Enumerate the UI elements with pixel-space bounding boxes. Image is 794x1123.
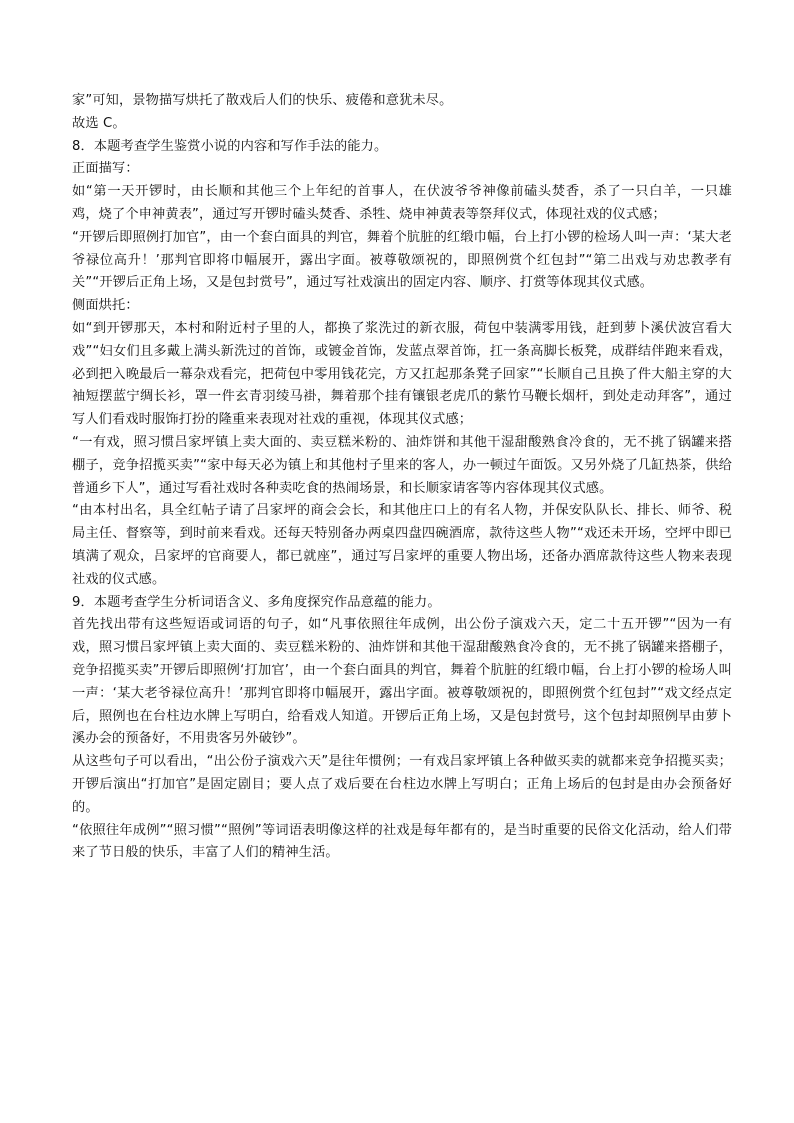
paragraph: 家”可知，景物描写烘托了散戏后人们的快乐、疲倦和意犹未尽。 [72, 93, 453, 108]
paragraph: 如“到开锣那天，本村和附近村子里的人，都换了浆洗过的新衣服，荷包中装满零用钱，赶到萝卜溪伏波宫看大戏”“妇女们且多戴上满头新洗过的首饰，或镀金首饰，发蓝点翠首饰，扛一条高脚长板凳，成群结伴跑来看戏，必到把入晚最后一幕杂戏看完，把荷包中零用钱花完，方又扛起那条凳子回家”“长顺自己且换了件大船主穿的大袖短摆蓝宁绸长衫，罩一件玄青羽绫马褂，舞着那个挂有镶银老虎爪的紫竹马鞭长烟杆，到处走动拜客”，通过写人们看戏时服饰打扮的隆重来表现对社戏的重视，体现其仪式感； [72, 320, 732, 428]
document-body [72, 90, 732, 865]
paragraph: “开锣后即照例打加官”，由一个套白面具的判官，舞着个肮脏的红缎巾幅，台上打小锣的检场人叫一声：‘某大老爷禄位高升！’那判官即将巾幅展开，露出字面。被尊敬颂祝的，即照例赏个红包封”“第二出戏与劝忠教孝有关”“开锣后正角上场，又是包封赏号”，通过写社戏演出的固定内容、顺序、打赏等体现其仪式感。 [72, 229, 732, 291]
paragraph: 如“第一天开锣时，由长顺和其他三个上年纪的首事人，在伏波爷爷神像前磕头焚香，杀了一只白羊，一只雄鸡，烧了个申神黄表”，通过写开锣时磕头焚香、杀牲、烧申神黄表等祭拜仪式，体现社戏的仪式感； [72, 184, 732, 222]
paragraph: 从这些句子可以看出，“出公份子演戏六天”是往年惯例；一有戏吕家坪镇上各种做买卖的就都来竞争招揽买卖；开锣后演出“打加官”是固定剧目；要人点了戏后要在台柱边水牌上写明白；正角上场后的包封是由办会预备好的。 [72, 754, 732, 815]
section-label: 侧面烘托： [72, 298, 139, 314]
paragraph: “依照往年成例”“照习惯”“照例”等词语表明像这样的社戏是每年都有的，是当时重要的民俗文化活动，给人们带来了节日般的快乐，丰富了人们的精神生活。 [72, 822, 732, 861]
paragraph: “由本村出名，具全红帖子请了吕家坪的商会会长，和其他庄口上的有名人物，并保安队队长、排长、师爷、税局主任、督察等，到时前来看戏。还每天特别备办两桌四盘四碗酒席，款待这些人物”“戏还未开场，空坪中即已填满了观众，吕家坪的官商要人，都已就座”，通过写吕家坪的重要人物出场，还备办酒席款待这些人物来表现社戏的仪式感。 [72, 503, 732, 587]
paragraph: 故选 C。 [72, 115, 126, 131]
question-heading: 8．本题考查学生鉴赏小说的内容和写作手法的能力。 [72, 138, 388, 154]
paragraph: 首先找出带有这些短语或词语的句子，如“凡事依照往年成例，出公份子演戏六天，定二十五开锣”“因为一有戏，照习惯吕家坪镇上卖大面的、卖豆糕米粉的、油炸饼和其他干湿甜酸熟食冷食的，无不挑了锅罐来搭棚子，竞争招揽买卖”开锣后即照例‘打加官’，由一个套白面具的判官，舞着个肮脏的红缎巾幅，台上打小锣的检场人叫一声：‘某大老爷禄位高升！’那判官即将巾幅展开，露出字面。被尊敬颂祝的，即照例赏个红包封”“戏文经点定后，照例也在台柱边水牌上写明白，给看戏人知道。开锣后正角上场，又是包封赏号，这个包封却照例早由萝卜溪办会的预备好，不用贵客另外破钞”。 [72, 617, 732, 747]
paragraph: “一有戏，照习惯吕家坪镇上卖大面的、卖豆糕米粉的、油炸饼和其他干湿甜酸熟食冷食的，无不挑了锅罐来搭棚子，竞争招揽买卖”“家中每天必为镇上和其他村子里来的客人，办一顿过午面饭。又另外烧了几缸热茶，供给普通乡下人”，通过写看社戏时各种卖吃食的热闹场景，和长顺家请客等内容体现其仪式感。 [72, 434, 732, 496]
question-heading: 9．本题考查学生分析词语含义、多角度探究作品意蕴的能力。 [72, 594, 441, 610]
section-label: 正面描写： [72, 161, 139, 177]
